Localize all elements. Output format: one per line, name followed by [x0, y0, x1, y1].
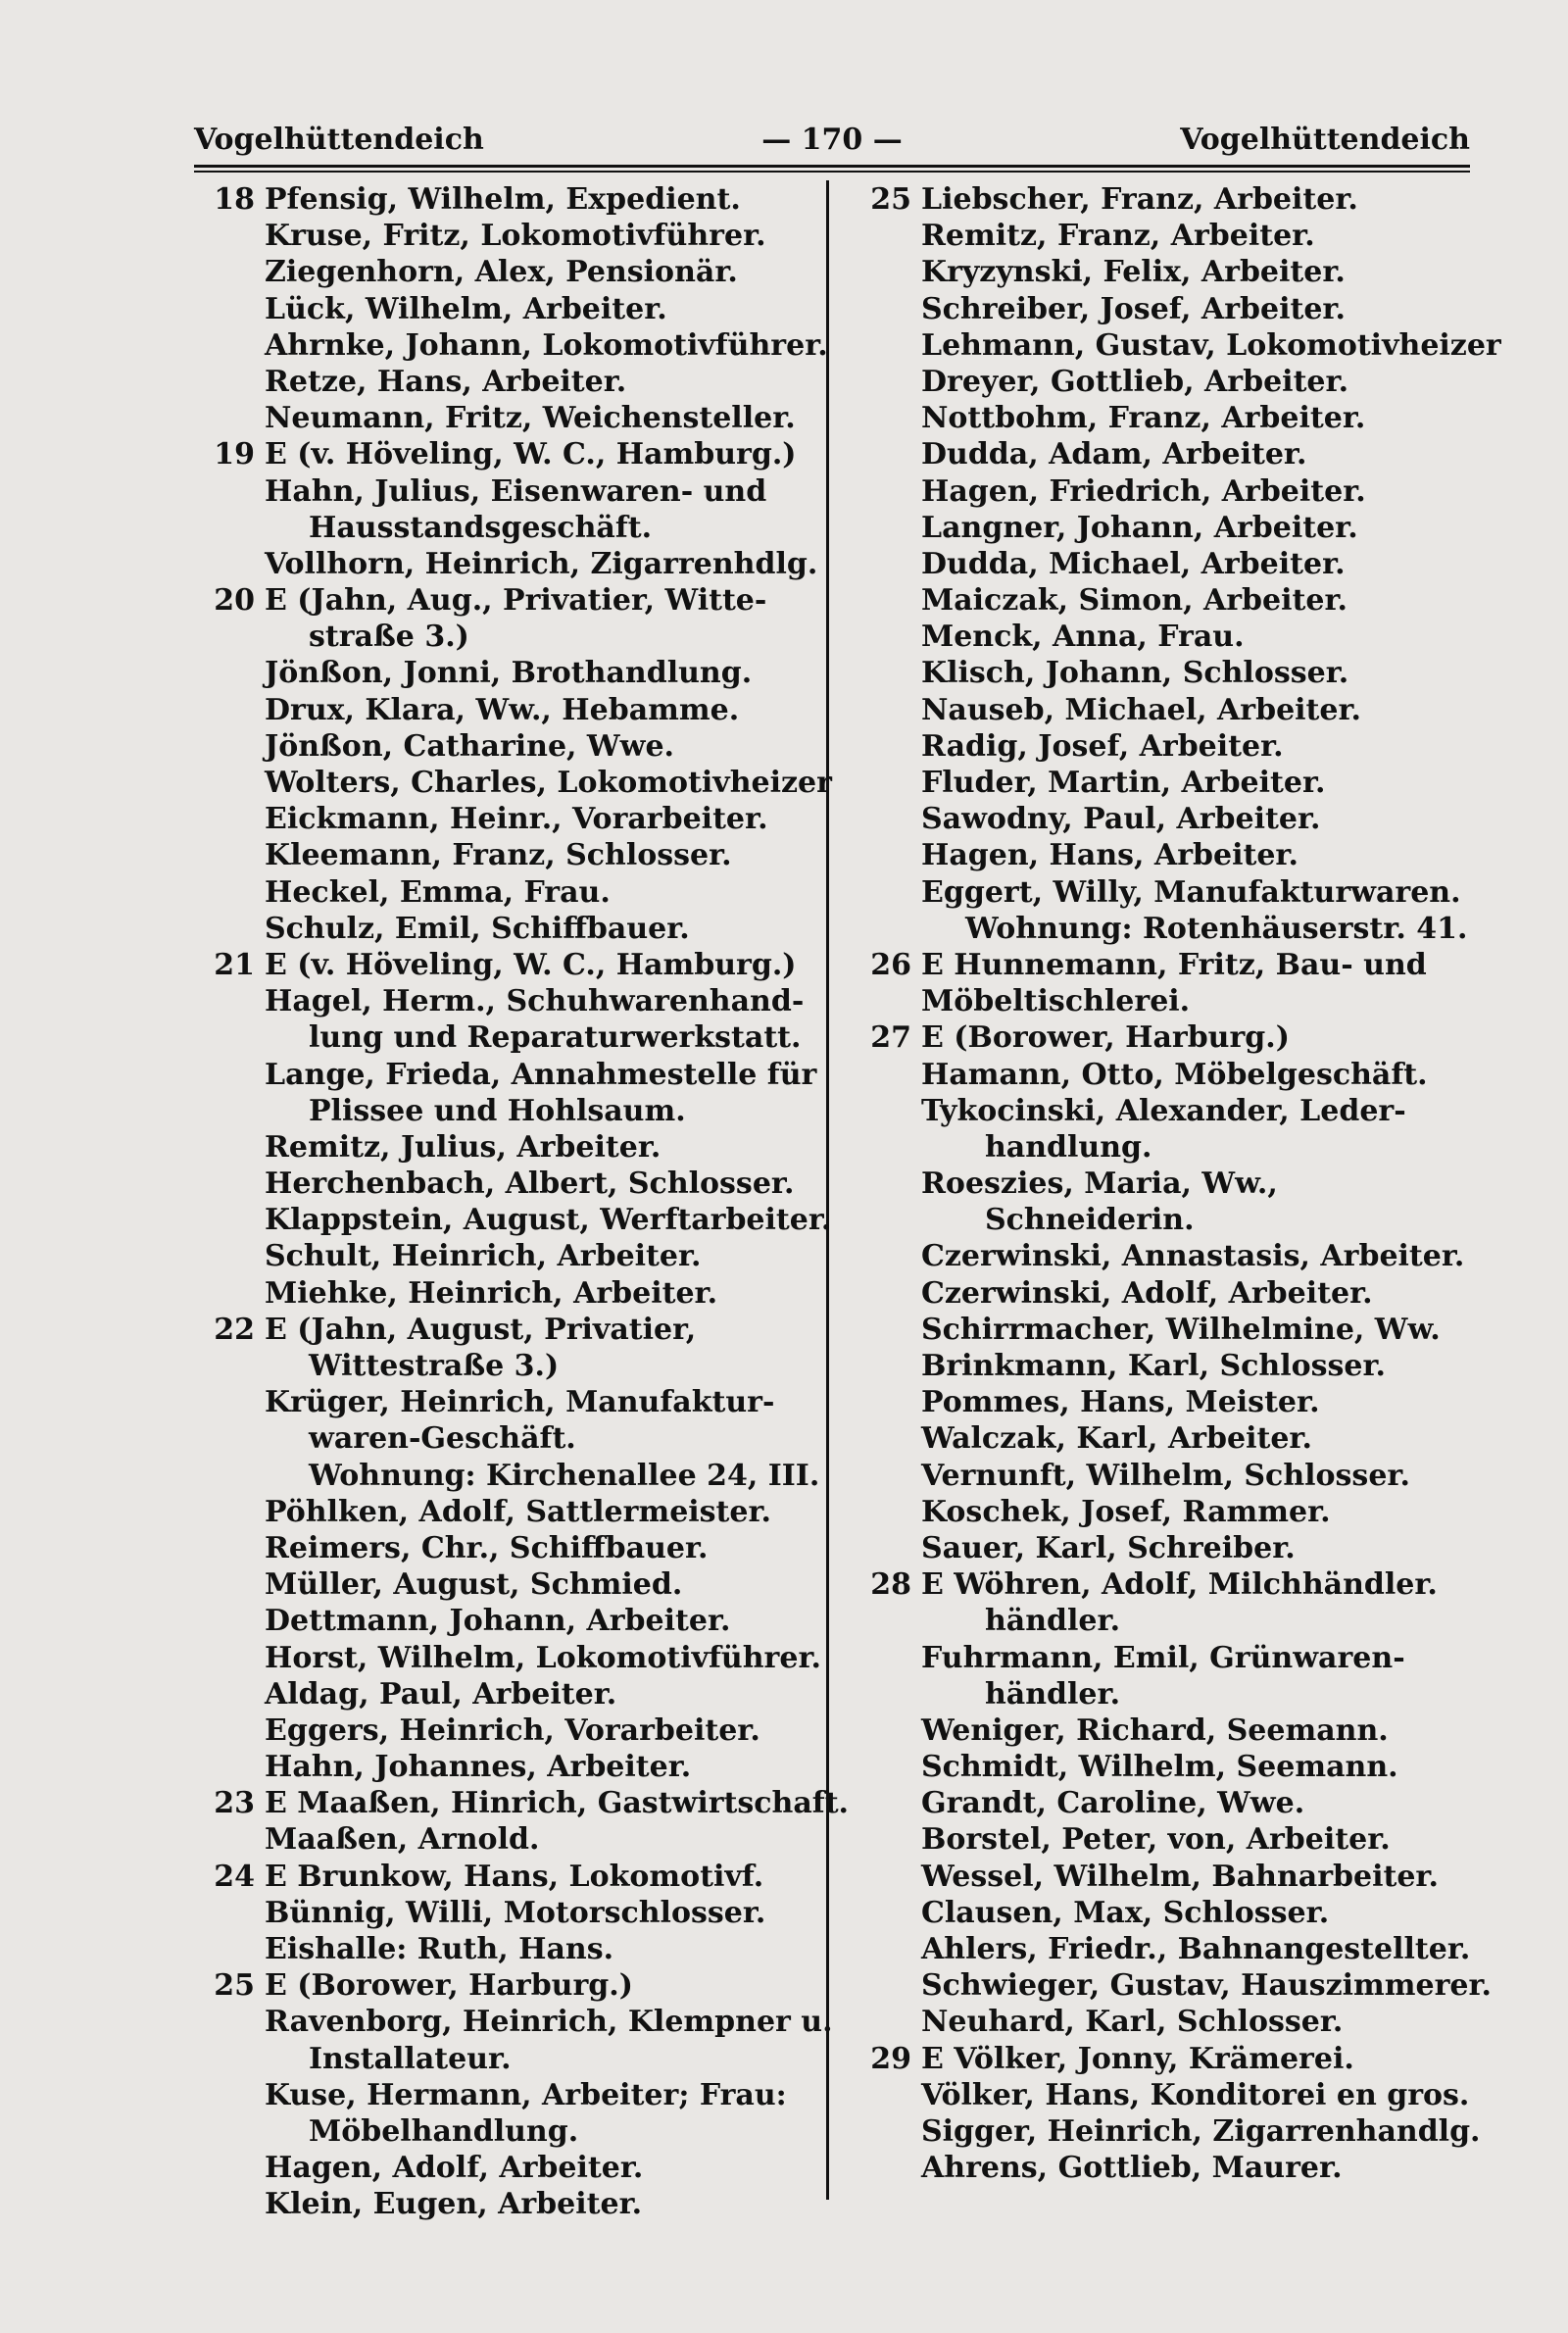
directory-entry — [862, 1821, 1490, 1858]
directory-entry — [206, 1785, 850, 1821]
directory-entry — [862, 254, 1490, 290]
entry-text: Kryzynski, Felix, Arbeiter. — [921, 255, 1346, 290]
entry-text: Möbelhandlung. — [309, 2113, 579, 2149]
directory-entry — [862, 837, 1490, 873]
entry-text: Ziegenhorn, Alex, Pensionär. — [265, 255, 738, 290]
entry-text: Horst, Wilhelm, Lokomotivführer. — [265, 1640, 821, 1675]
directory-entry — [206, 983, 818, 1019]
directory-entry — [206, 692, 818, 728]
entry-text: E Hunnemann, Fritz, Bau- und — [921, 947, 1427, 982]
entry-text: Langner, Johann, Arbeiter. — [921, 510, 1358, 545]
directory-entry — [862, 1713, 1490, 1749]
directory-entry — [862, 364, 1490, 400]
directory-entry — [862, 181, 1490, 218]
entry-text: Aldag, Paul, Arbeiter. — [265, 1676, 617, 1712]
entry-text: Heckel, Emma, Frau. — [265, 874, 611, 910]
directory-entry — [862, 1566, 1490, 1603]
entry-text: Maiczak, Simon, Arbeiter. — [921, 583, 1348, 619]
entry-text: Völker, Hans, Konditorei en gros. — [921, 2077, 1470, 2112]
directory-entry — [862, 1093, 1490, 1129]
directory-entry — [862, 436, 1490, 472]
entry-text: Schreiber, Josef, Arbeiter. — [921, 291, 1346, 326]
entry-text: Brinkmann, Karl, Schlosser. — [921, 1349, 1386, 1383]
entry-text: Wittestraße 3.) — [309, 1349, 560, 1383]
entry-text: Ahrens, Gottlieb, Maurer. — [921, 2151, 1343, 2186]
entry-text: Remitz, Franz, Arbeiter. — [921, 219, 1315, 254]
entry-text: Hagel, Herm., Schuhwarenhand- — [265, 984, 805, 1019]
entry-text: Klisch, Johann, Schlosser. — [921, 656, 1349, 691]
entry-text: Hahn, Julius, Eisenwaren- und — [265, 473, 767, 509]
entry-text: E (Jahn, August, Privatier, — [265, 1312, 697, 1347]
directory-entry — [206, 619, 818, 655]
entry-text: Kruse, Fritz, Lokomotivführer. — [265, 219, 766, 254]
directory-entry — [206, 874, 818, 911]
entry-text: Ahlers, Friedr., Bahnangestellter. — [921, 1932, 1471, 1966]
entry-text: Wohnung: Kirchenallee 24, III. — [309, 1458, 820, 1493]
directory-entry — [206, 291, 818, 327]
directory-entry — [862, 1603, 1490, 1639]
entry-text: Hagen, Hans, Arbeiter. — [921, 838, 1298, 873]
directory-entry — [862, 2113, 1490, 2150]
directory-entry — [206, 364, 818, 400]
entry-text: Dudda, Adam, Arbeiter. — [921, 437, 1307, 472]
entry-text: E (Borower, Harburg.) — [265, 1968, 633, 2004]
directory-entry — [862, 291, 1490, 327]
house-number: 29 — [870, 2041, 911, 2076]
directory-entry — [206, 473, 818, 510]
directory-entry — [862, 655, 1490, 691]
directory-entry — [206, 1749, 818, 1785]
house-number: 28 — [870, 1567, 911, 1603]
directory-entry — [206, 1821, 818, 1858]
entry-text: Schneiderin. — [985, 1203, 1195, 1238]
directory-entry — [862, 1895, 1490, 1931]
entry-text: Radig, Josef, Arbeiter. — [921, 728, 1284, 764]
directory-entry — [862, 1129, 1490, 1166]
entry-text: Ahrnke, Johann, Lokomotivführer. — [265, 327, 828, 363]
entry-text: händler. — [985, 1604, 1121, 1639]
house-number: 24 — [214, 1859, 255, 1894]
directory-entry — [206, 765, 832, 801]
directory-entry — [206, 1566, 818, 1603]
house-number: 22 — [214, 1312, 255, 1347]
directory-entry — [862, 1238, 1490, 1274]
directory-entry — [862, 2150, 1490, 2186]
page-header — [194, 123, 1470, 162]
directory-entry — [206, 655, 818, 691]
entry-text: Vernunft, Wilhelm, Schlosser. — [921, 1458, 1410, 1493]
entry-text: händler. — [985, 1676, 1121, 1712]
directory-entry — [206, 1895, 818, 1931]
entry-text: Lehmann, Gustav, Lokomotivheizer — [921, 327, 1501, 363]
entry-text: Klappstein, August, Werftarbeiter. — [265, 1203, 832, 1238]
directory-entry — [206, 837, 818, 873]
directory-entry — [206, 327, 828, 364]
house-number: 19 — [214, 437, 255, 472]
house-number: 18 — [214, 182, 255, 217]
entry-text: Sauer, Karl, Schreiber. — [921, 1530, 1296, 1565]
directory-entry — [862, 510, 1490, 546]
directory-entry — [862, 1785, 1490, 1821]
header-rule — [194, 165, 1470, 168]
directory-entry — [206, 1420, 818, 1457]
directory-entry — [206, 911, 818, 947]
entry-text: Clausen, Max, Schlosser. — [921, 1895, 1330, 1930]
entry-text: Reimers, Chr., Schiffbauer. — [265, 1530, 709, 1565]
directory-entry — [862, 1057, 1490, 1093]
entry-text: Borstel, Peter, von, Arbeiter. — [921, 1822, 1391, 1858]
entry-text: Schult, Heinrich, Arbeiter. — [265, 1239, 702, 1274]
directory-entry — [862, 2077, 1490, 2113]
house-number: 25 — [214, 1968, 255, 2004]
left-column — [206, 181, 850, 2223]
entry-text: Ravenborg, Heinrich, Klempner u. — [265, 2005, 833, 2040]
directory-entry — [206, 2041, 818, 2077]
directory-entry — [862, 1530, 1490, 1566]
directory-entry — [862, 983, 1490, 1019]
entry-text: Pfensig, Wilhelm, Expedient. — [265, 182, 741, 217]
entry-text: Vollhorn, Heinrich, Zigarrenhdlg. — [265, 546, 818, 581]
directory-entry — [862, 1859, 1490, 1895]
house-number: 23 — [214, 1786, 255, 1821]
house-number: 27 — [870, 1020, 911, 1056]
entry-text: Hamann, Otto, Möbelgeschäft. — [921, 1057, 1428, 1092]
directory-entry — [206, 2186, 818, 2222]
entry-text: Herchenbach, Albert, Schlosser. — [265, 1166, 795, 1202]
directory-entry — [862, 1494, 1490, 1530]
directory-entry — [206, 1931, 818, 1967]
directory-entry — [862, 1275, 1490, 1312]
directory-entry — [862, 582, 1490, 619]
entry-text: E Brunkow, Hans, Lokomotivf. — [265, 1859, 764, 1894]
entry-text: Miehke, Heinrich, Arbeiter. — [265, 1275, 718, 1311]
entry-text: Drux, Klara, Ww., Hebamme. — [265, 692, 740, 727]
entry-text: Jönßon, Jonni, Brothandlung. — [265, 656, 753, 691]
entry-text: Dreyer, Gottlieb, Arbeiter. — [921, 364, 1349, 399]
directory-entry — [206, 728, 818, 765]
entry-text: Eickmann, Heinr., Vorarbeiter. — [265, 802, 768, 837]
entry-text: Remitz, Julius, Arbeiter. — [265, 1129, 662, 1165]
directory-entry — [206, 1494, 818, 1530]
entry-text: E Völker, Jonny, Krämerei. — [921, 2041, 1354, 2076]
entry-text: Roeszies, Maria, Ww., — [921, 1166, 1278, 1202]
entry-text: Krüger, Heinrich, Manufaktur- — [265, 1385, 775, 1420]
directory-entry — [206, 1384, 818, 1420]
directory-entry — [206, 1275, 818, 1312]
directory-entry — [206, 1967, 818, 2004]
entry-text: Czerwinski, Annastasis, Arbeiter. — [921, 1239, 1465, 1274]
directory-entry — [206, 1166, 818, 1202]
directory-entry — [862, 1312, 1490, 1348]
directory-entry — [862, 1967, 1490, 2004]
directory-entry — [862, 1348, 1490, 1384]
directory-entry — [862, 619, 1490, 655]
entry-text: Kuse, Hermann, Arbeiter; Frau: — [265, 2077, 787, 2112]
directory-entry — [206, 1458, 818, 1494]
entry-text: straße 3.) — [309, 620, 469, 655]
directory-entry — [862, 327, 1501, 364]
entry-text: Lange, Frieda, Annahmestelle für — [265, 1057, 817, 1092]
directory-entry — [206, 1019, 818, 1056]
house-number: 20 — [214, 583, 255, 619]
directory-entry — [206, 254, 818, 290]
entry-text: Hahn, Johannes, Arbeiter. — [265, 1750, 692, 1785]
entry-text: Hausstandsgeschäft. — [309, 510, 653, 545]
entry-text: Fuhrmann, Emil, Grünwaren- — [921, 1640, 1405, 1675]
entry-text: Koschek, Josef, Rammer. — [921, 1494, 1331, 1529]
header-street-left: Vogelhüttendeich — [194, 123, 484, 157]
column-divider — [826, 180, 829, 2200]
directory-entry — [862, 400, 1490, 436]
directory-entry — [206, 1603, 818, 1639]
directory-entry — [206, 546, 818, 582]
directory-entry — [206, 2150, 818, 2186]
directory-entry — [206, 510, 818, 546]
directory-entry — [862, 911, 1490, 947]
house-number: 26 — [870, 947, 911, 982]
entry-text: Bünnig, Willi, Motorschlosser. — [265, 1895, 766, 1930]
entry-text: E Maaßen, Hinrich, Gastwirtschaft. — [265, 1786, 850, 1821]
directory-entry — [206, 1859, 818, 1895]
entry-text: Liebscher, Franz, Arbeiter. — [921, 182, 1358, 217]
entry-text: Schirrmacher, Wilhelmine, Ww. — [921, 1312, 1441, 1347]
entry-text: Pöhlken, Adolf, Sattlermeister. — [265, 1494, 772, 1529]
house-number: 21 — [214, 947, 255, 982]
directory-entry — [206, 2077, 818, 2113]
directory-entry — [206, 1676, 818, 1713]
entry-text: Retze, Hans, Arbeiter. — [265, 364, 627, 399]
directory-entry — [206, 218, 818, 254]
directory-entry — [862, 1384, 1490, 1420]
directory-entry — [862, 1458, 1490, 1494]
directory-entry — [862, 728, 1490, 765]
entry-text: Schmidt, Wilhelm, Seemann. — [921, 1750, 1398, 1785]
entry-text: Wohnung: Rotenhäuserstr. 41. — [965, 911, 1468, 946]
entry-text: E (Borower, Harburg.) — [921, 1020, 1290, 1056]
entry-text: Schulz, Emil, Schiffbauer. — [265, 911, 690, 946]
entry-text: Nauseb, Michael, Arbeiter. — [921, 692, 1361, 727]
entry-text: Neuhard, Karl, Schlosser. — [921, 2005, 1344, 2040]
entry-text: Grandt, Caroline, Wwe. — [921, 1786, 1305, 1821]
entry-text: waren-Geschäft. — [309, 1421, 576, 1457]
entry-text: E (Jahn, Aug., Privatier, Witte- — [265, 583, 767, 619]
entry-text: Möbeltischlerei. — [921, 984, 1191, 1019]
directory-entry — [206, 1238, 818, 1274]
directory-entry — [206, 2004, 833, 2040]
directory-entry — [862, 947, 1490, 983]
directory-entry — [206, 1640, 821, 1676]
entry-text: Tykocinski, Alexander, Leder- — [921, 1093, 1406, 1128]
directory-entry — [862, 1676, 1490, 1713]
page-number: — 170 — — [761, 123, 903, 157]
entry-text: Eishalle: Ruth, Hans. — [265, 1932, 614, 1966]
directory-entry — [862, 1166, 1490, 1202]
entry-text: Klein, Eugen, Arbeiter. — [265, 2187, 643, 2222]
directory-entry — [206, 1057, 818, 1093]
entry-text: Czerwinski, Adolf, Arbeiter. — [921, 1275, 1373, 1311]
directory-entry — [206, 436, 818, 472]
directory-entry — [206, 1129, 818, 1166]
directory-entry — [862, 2004, 1490, 2040]
right-column — [862, 181, 1501, 2186]
entry-text: Eggert, Willy, Manufakturwaren. — [921, 874, 1461, 910]
entry-text: Lück, Wilhelm, Arbeiter. — [265, 291, 667, 326]
directory-entry — [862, 1420, 1490, 1457]
entry-text: Menck, Anna, Frau. — [921, 620, 1245, 655]
directory-entry — [206, 1713, 818, 1749]
directory-entry — [862, 874, 1490, 911]
directory-entry — [862, 1749, 1490, 1785]
entry-text: Weniger, Richard, Seemann. — [921, 1713, 1389, 1748]
entry-text: Müller, August, Schmied. — [265, 1567, 683, 1603]
directory-entry — [206, 1202, 832, 1238]
entry-text: Jönßon, Catharine, Wwe. — [265, 728, 674, 764]
directory-entry — [862, 765, 1490, 801]
directory-entry — [862, 1931, 1490, 1967]
entry-text: handlung. — [985, 1129, 1152, 1165]
entry-text: Kleemann, Franz, Schlosser. — [265, 838, 732, 873]
directory-entry — [206, 801, 818, 837]
directory-entry — [206, 1093, 818, 1129]
entry-text: Schwieger, Gustav, Hauszimmerer. — [921, 1968, 1492, 2004]
directory-entry — [206, 1530, 818, 1566]
entry-text: Pommes, Hans, Meister. — [921, 1385, 1320, 1420]
directory-entry — [206, 947, 818, 983]
entry-text: Plissee und Hohlsaum. — [309, 1093, 686, 1128]
directory-entry — [862, 473, 1490, 510]
directory-entry — [206, 582, 818, 619]
entry-text: Hagen, Friedrich, Arbeiter. — [921, 473, 1366, 509]
entry-text: Hagen, Adolf, Arbeiter. — [265, 2151, 644, 2186]
entry-text: Fluder, Martin, Arbeiter. — [921, 766, 1326, 800]
header-street-right: Vogelhüttendeich — [1180, 123, 1470, 157]
entry-text: lung und Reparaturwerkstatt. — [309, 1020, 802, 1056]
entry-text: Wolters, Charles, Lokomotivheizer — [265, 766, 832, 800]
directory-entry — [862, 692, 1490, 728]
house-number: 25 — [870, 182, 911, 217]
entry-text: Wessel, Wilhelm, Bahnarbeiter. — [921, 1859, 1439, 1894]
entry-text: Dudda, Michael, Arbeiter. — [921, 546, 1346, 581]
directory-entry — [862, 1019, 1490, 1056]
directory-entry — [206, 400, 818, 436]
entry-text: Sigger, Heinrich, Zigarrenhandlg. — [921, 2113, 1481, 2149]
entry-text: Installateur. — [309, 2041, 512, 2076]
entry-text: Sawodny, Paul, Arbeiter. — [921, 802, 1321, 837]
entry-text: E (v. Höveling, W. C., Hamburg.) — [265, 947, 797, 982]
entry-text: Neumann, Fritz, Weichensteller. — [265, 401, 796, 436]
directory-entry — [862, 218, 1490, 254]
directory-entry — [206, 181, 818, 218]
directory-entry — [862, 2041, 1490, 2077]
entry-text: E Wöhren, Adolf, Milchhändler. — [921, 1567, 1438, 1603]
directory-entry — [862, 1202, 1490, 1238]
directory-entry — [206, 1348, 818, 1384]
header-rule-thin — [194, 171, 1470, 173]
entry-text: Dettmann, Johann, Arbeiter. — [265, 1604, 731, 1639]
entry-text: Walczak, Karl, Arbeiter. — [921, 1421, 1312, 1457]
entry-text: Eggers, Heinrich, Vorarbeiter. — [265, 1713, 760, 1748]
entry-text: E (v. Höveling, W. C., Hamburg.) — [265, 437, 797, 472]
directory-entry — [206, 1312, 818, 1348]
directory-entry — [206, 2113, 818, 2150]
entry-text: Nottbohm, Franz, Arbeiter. — [921, 401, 1366, 436]
directory-entry — [862, 546, 1490, 582]
directory-entry — [862, 1640, 1490, 1676]
directory-entry — [862, 801, 1490, 837]
entry-text: Maaßen, Arnold. — [265, 1822, 540, 1858]
